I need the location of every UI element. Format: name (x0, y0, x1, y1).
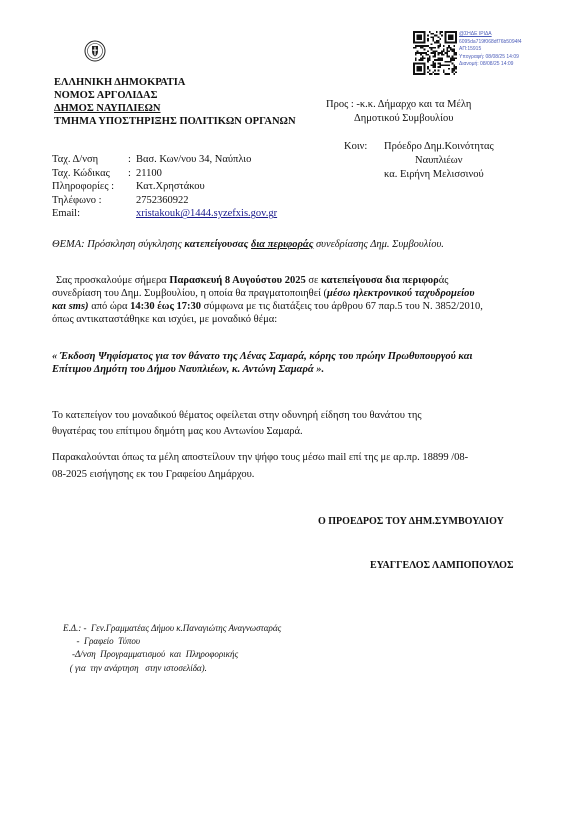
stamp-title: @ΣΗΔΕ ΙΡΙΔΑ (459, 31, 492, 37)
meeting-time: 14:30 έως 17:30 (130, 301, 201, 312)
cc-line3: κα. Ειρήνη Μελισσινού (384, 169, 484, 180)
internal-distribution (63, 622, 281, 675)
info-value: Βασ. Κων/νου 34, Ναύπλιο (136, 154, 252, 165)
header-line: ΔΗΜΟΣ ΝΑΥΠΛΙΕΩΝ (54, 103, 161, 114)
subject-circulation: δια περιφοράς (250, 239, 314, 250)
distribution-line: Ε.Δ.: - Γεν.Γραμματέας Δήμου κ.Παναγιώτης Αναγνωσταράς (63, 623, 282, 633)
info-key: Πληροφορίες : (52, 181, 115, 193)
urgency-paragraph: Το κατεπείγον του μοναδικού θέματος οφείλεται στην οδυνηρή είδηση του θανάτου της θυγατέρας του επίτιμου δημότη μας κου Αντωνίου Σαμαρά. (52, 410, 422, 437)
stamp-protocol: ΑΠ:15915 (459, 46, 482, 53)
signatory-name: ΕΥΑΓΓΕΛΟΣ ΛΑΜΠΟΠΟΥΛΟΣ (370, 560, 514, 571)
request-paragraph: Παρακαλούνται όπως τα μέλη αποστείλουν την ψήφο τους μέσω mail επί της με αρ.πρ. 18899 /08- 08-2025 εισήγησης εκ του Γραφείου Δημάρχου. (52, 452, 469, 480)
issuer-header (54, 76, 296, 128)
meeting-topic: « Έκδοση Ψηφίσματος για τον θάνατο της Λένας Σαμαρά, κόρης του πρώην Πρωθυπουργού και Επίτιμου Δημότη του Δήμου Ναυπλιέων, κ. Αντώνη Σαμαρά ». (52, 351, 473, 375)
subject-line (52, 238, 444, 251)
distribution-line: ( για την ανάρτηση στην ιστοσελίδα). (63, 662, 207, 673)
info-key: Ταχ. Κώδικας (52, 167, 110, 179)
digital-signature-stamp (459, 31, 571, 69)
distribution-line: - Γραφείο Τύπου (63, 636, 140, 647)
distribution-line: -Δ/νση Προγραμματισμού και Πληροφορικής (63, 649, 239, 660)
info-row-postcode: Ταχ. Κώδικας : 21100 (52, 167, 162, 179)
cc-line1: Πρόεδρο Δημ.Κοινότητας (384, 141, 494, 152)
stamp-hash: 6095da719f068df76b5094f4 (459, 38, 522, 45)
info-key: Ταχ. Δ/νση (52, 154, 99, 165)
qr-code (413, 31, 457, 75)
recipients-to-line2: Δημοτικού Συμβουλίου (354, 113, 454, 124)
header-line: ΝΟΜΟΣ ΑΡΓΟΛΙΔΑΣ (54, 90, 158, 101)
greek-emblem-icon (84, 40, 106, 62)
invitation-paragraph: Σας προσκαλούμε σήμερα Παρασκευή 8 Αυγούστου 2025 σε κατεπείγουσα δια περιφοράς συνεδρίαση του Δημ. Συμβουλίου, η οποία θα πραγματοποιηθεί (μέσω ηλεκτρονικού ταχυδρομείου και sms) από ώρα 14:30 έως 17:30 σύμφωνα με τις διατάξεις του άρθρου 67 παρ.5 του Ν. 3852/2010, όπως αντικαταστάθηκε και ισχύει, με μοναδικό θέμα: (52, 275, 483, 325)
signatory-title: Ο ΠΡΟΕΔΡΟΣ ΤΟΥ ΔΗΜ.ΣΥΜΒΟΥΛΙΟΥ (318, 516, 504, 527)
cc-label: Κοιν: (344, 141, 368, 152)
info-row-address: Ταχ. Δ/νση : Βασ. Κων/νου 34, Ναύπλιο (52, 154, 252, 165)
header-line: ΤΜΗΜΑ ΥΠΟΣΤΗΡΙΞΗΣ ΠΟΛΙΤΙΚΩΝ ΟΡΓΑΝΩΝ (54, 116, 296, 127)
info-value: 21100 (136, 167, 162, 179)
email-link[interactable]: xristakouk@1444.syzefxis.gov.gr (136, 208, 278, 220)
info-row-contact (52, 180, 277, 194)
subject-suffix: συνεδρίασης Δημ. Συμβουλίου. (313, 239, 444, 250)
info-value: Κατ.Χρηστάκου (136, 181, 205, 193)
meeting-date: Παρασκευή 8 Αυγούστου 2025 (169, 275, 306, 286)
recipients-to: Προς : -κ.κ. Δήμαρχο και τα Μέλη (326, 99, 472, 110)
info-key: Email: (52, 208, 80, 220)
contact-info (52, 153, 277, 221)
info-row-email (52, 207, 277, 221)
info-row-phone (52, 194, 277, 208)
info-key: Τηλέφωνο : (52, 194, 102, 206)
subject-prefix: ΘΕΜΑ: Πρόσκληση σύγκλησης (52, 239, 185, 250)
cc-line2: Ναυπλιέων (415, 155, 463, 166)
header-line: ΕΛΛΗΝΙΚΗ ΔΗΜΟΚΡΑΤΙΑ (54, 77, 186, 88)
info-value: 2752360922 (136, 194, 189, 206)
stamp-signed: Υπογραφή: 08/08/25 14:09 (459, 53, 519, 60)
subject-urgent: κατεπείγουσας (184, 239, 249, 250)
stamp-distributed: Διανομή: 08/08/25 14:09 (459, 61, 514, 68)
